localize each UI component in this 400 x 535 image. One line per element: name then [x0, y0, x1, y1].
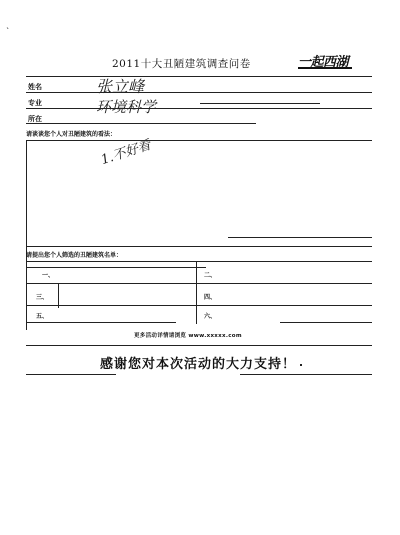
rule-b — [26, 246, 372, 247]
rule-bottom-b — [240, 374, 372, 375]
thanks-message: 感谢您对本次活动的大力支持！ — [100, 357, 297, 372]
rule-major — [26, 108, 372, 109]
speck — [300, 364, 302, 366]
marker-2: 二、 — [204, 272, 217, 279]
grid-rule-3 — [26, 322, 176, 323]
grid-rule-2 — [26, 305, 372, 306]
marker-6: 六、 — [204, 313, 217, 320]
marker-1: 一、 — [42, 272, 55, 279]
question-opinion: 请谈谈您个人对丑陋建筑的看法： — [26, 131, 117, 138]
major-value: 环境科学 — [96, 98, 157, 116]
marker-5: 五、 — [36, 313, 49, 320]
name-label: 姓名 — [28, 83, 42, 91]
box-left-edge — [26, 140, 27, 330]
grid-rule-1 — [26, 283, 372, 284]
rule-major-tail — [200, 103, 320, 104]
opinion-answer: 1.不好看 — [99, 137, 153, 169]
survey-title: 2011十大丑陋建筑调查问卷 — [112, 58, 251, 70]
rule-school — [26, 123, 256, 124]
school-label: 所在 — [28, 115, 42, 123]
rule-q2 — [26, 261, 372, 262]
footer-note: 更多活动详情请浏览 www.xxxxx.com — [134, 333, 242, 339]
rule-bottom-a — [26, 374, 116, 375]
rule-footer — [26, 345, 372, 346]
rule-name — [26, 92, 372, 93]
question-nomination: 请提出您个人筛选的丑陋建筑名单： — [26, 252, 123, 259]
name-value: 张立峰 — [96, 77, 145, 96]
rule-q1 — [26, 140, 372, 141]
rule-a — [228, 237, 372, 238]
organization-logo: 一起西湖 — [298, 55, 349, 70]
marker-3: 三、 — [36, 294, 49, 301]
grid-divider-mid — [196, 262, 197, 324]
rule-top — [26, 76, 372, 77]
grid-rule-3b — [280, 322, 372, 323]
marker-4: 四、 — [204, 294, 217, 301]
rule-q2b — [26, 267, 206, 268]
title-rule — [298, 67, 352, 69]
corner-mark: ` — [6, 27, 10, 36]
major-label: 专业 — [28, 99, 42, 107]
